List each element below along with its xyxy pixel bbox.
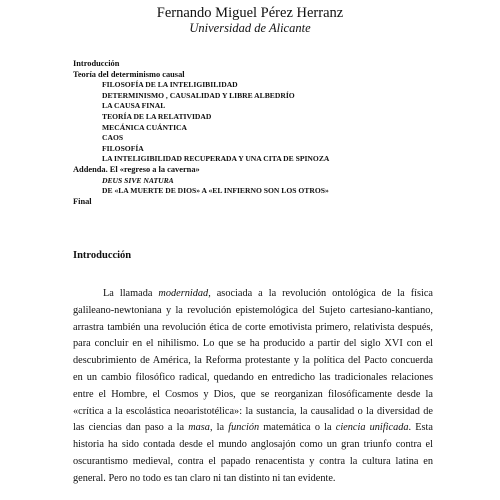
paragraph-text: matemática o la xyxy=(259,422,336,434)
section-body xyxy=(73,286,433,488)
toc-entry: FILOSOFÍA xyxy=(102,143,144,153)
toc-entry: Final xyxy=(73,196,92,206)
toc-entry: DETERMINISMO , CAUSALIDAD Y LIBRE ALBEDRÍO xyxy=(102,90,295,100)
paragraph-text: La llamada xyxy=(103,288,159,299)
toc-entry: MECÁNICA CUÁNTICA xyxy=(102,122,188,132)
toc-entry: Introducción xyxy=(73,59,120,68)
body-paragraph xyxy=(73,286,433,488)
toc-entry: LA INTELIGIBILIDAD RECUPERADA Y UNA CITA DE SPINOZA xyxy=(102,154,330,164)
toc-entry: DEUS SIVE NATURA xyxy=(102,175,174,185)
emphasis-text: ciencia unificada xyxy=(335,422,409,434)
author-affiliation: Universidad de Alicante xyxy=(189,21,311,35)
toc-entry: Teoría del determinismo causal xyxy=(73,69,185,79)
toc-entry: CAOS xyxy=(102,133,124,143)
toc-entry: Addenda. El «regreso a la caverna» xyxy=(73,164,200,174)
toc-entry: LA CAUSA FINAL xyxy=(102,101,166,111)
paragraph-text: , asociada a la revolución ontológica de la física galileano-newtoniana y la revolución epistemológica del Sujeto cartesiano-kantiano, arrastra también una revolución ética de corte emotivista primero, relativista después, para concluir en el nihilismo. Lo que se ha producido a partir del siglo XVI con el descubrimiento de América, la Reforma protestante y la política del Pacto concuerda en un cambio filosófico radical, quedando en entredicho las tradicionales relaciones entre el Hombre, el Cosmos y Dios, que se reorganizan filosóficamente desde la «crítica a la escolástica neoaristotélica»: la sustancia, la causalidad o la diversidad de las ciencias dan paso a la xyxy=(73,288,433,434)
toc-entry: TEORÍA DE LA RELATIVIDAD xyxy=(102,111,212,121)
section-title: Introducción xyxy=(73,250,132,261)
author-name: Fernando Miguel Pérez Herranz xyxy=(156,5,344,21)
table-of-contents xyxy=(73,59,433,207)
toc-entry: FILOSOFÍA DE LA INTELIGIBILIDAD xyxy=(102,80,238,90)
paragraph-text: , la xyxy=(209,422,229,434)
emphasis-text: función xyxy=(228,422,260,434)
toc-entry: DE «LA MUERTE DE DIOS» A «EL INFIERNO SON LOS OTROS» xyxy=(102,186,329,196)
emphasis-text: modernidad xyxy=(158,288,209,299)
emphasis-text: masa xyxy=(188,422,210,434)
paragraph-text: . Esta historia ha sido contada desde el mundo anglosajón como un gran triunfo contra el oscurantismo medieval, contra el papado renacentista y contra la cultura latina en general. Pero no todo es tan claro ni tan distinto ni tan evidente. xyxy=(73,422,433,484)
